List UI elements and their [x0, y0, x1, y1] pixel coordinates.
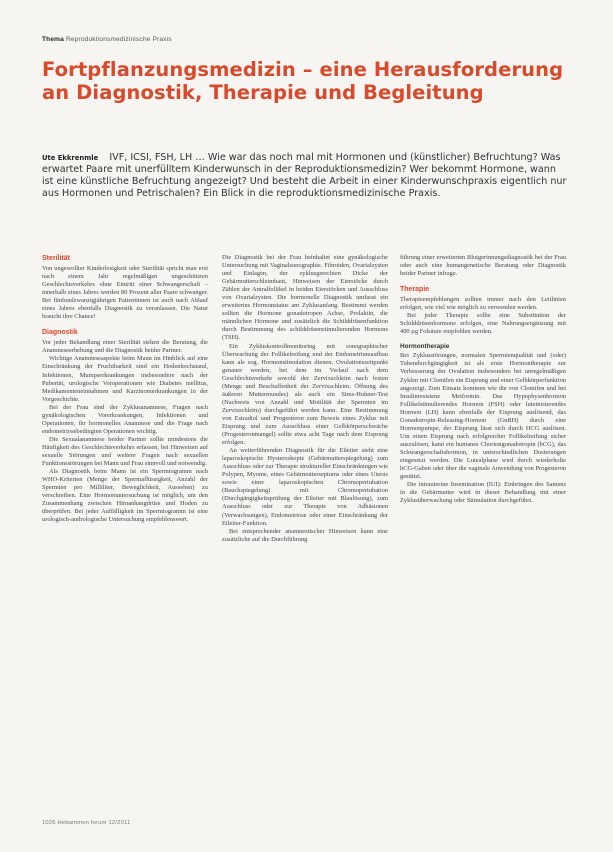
- article-lead: [42, 152, 570, 200]
- page-footer: 1026 Hebammen forum 12/2011: [42, 820, 131, 826]
- paragraph: An weiterführenden Diagnostik für die Eileiter steht eine laparoskopische Hysteroskopie (Gebärmutterspiegelung) zum Ausschluss oder zur Therapie struktureller Einschränkungen wie Polypen, Myome, eines Gebärmutterseptums oder eines Uterus sowie einer laparoskopischen Chromopertubation (Bauchspiegelung) mit Chromopertubation (Durchgängigkeitsprüfung der Eileiter mit Blaulösung), zum Ausschluss oder zur Therapie von Adhäsionen (Verwachsungen), Endometriose oder einer Einschränkung der Eileiter-Funktion.: [222, 447, 388, 527]
- paragraph: Ein Zykluskontrollmonitoring mit sonographischer Überwachung der Follikelreifung und der Endometriumaufbau kann als sog. Hormonstimulation dienen. Ovulationszeitpunkt genauer werden, bei dem im Verlauf nach dem Geschlechtsverkehr sowohl der Zervixschleim nach festen (Menge und Beschaffenheit der Zervixschleim. Öffnung des äußeren Muttermundes) als auch ein Sims-Huhner-Test (Nachweis von Anzahl und Motilität der Spermien im Zervixschleim) durchgeführt werden kann. Eine Bestimmung von Estradiol und Progesteron zum Beweis eines Zyklus mit Eisprung und zum Ausschluss einer Gelbkörperschwäche (Progesteronmangel) sollte etwa acht Tage nach dem Eisprung erfolgen.: [222, 342, 388, 447]
- paragraph: Bei der Frau sind der Zyklusanamnese, Fragen nach gynäkologischen Vorerkrankungen, Infektionen und Operationen, ihr hormonelles Anamnese und die Frage nach endometriosebedingten Operationen wichtig.: [42, 403, 208, 435]
- section-label: Thema: [42, 36, 64, 43]
- heading-therapie: Therapie: [400, 286, 430, 294]
- paragraph: Bei entsprechender anamnestischer Hinweisen kann eine zusätzliche auf die Durchführung: [222, 527, 388, 543]
- paragraph: Die Sexualanamnese beider Partner sollte mindestens die Häufigkeit des Geschlechtsverkehrs erfassen, bei Hinweisen auf sexuelle Störungen und weitere Fragen nach sexuellen Funktionsstörungen bei Mann und Frau sinnvoll und notwendig.: [42, 435, 208, 468]
- paragraph: Die Diagnostik bei der Frau beinhaltet eine gynäkologische Untersuchung mit Vaginalsonographie. Fibroiden, Ovarialzysten und Einlagen, der zyklusgerechten Dicke der Gebärmutterschleimhaut, Hinweisen der Eierstöcke durch Zählen der Antralfollikel in beiden Eierstöcken und Ausschluss von Ovarialzysten. Die hormonelle Diagnostik umfasst ein erweitertes Hormonstatus am Zyklusanfang. Bestimmt werden sollten die Hormone gonadotropen Achse, Prolaktin, die männlichen Hormone und zusätzlich die Schilddrüsenfunktion durch Bestimmung des schilddrüsenstimulierenden Hormons (TSH).: [222, 254, 388, 342]
- article-title: [42, 58, 582, 104]
- section-subtitle: Reproduktionsmedizinische Praxis: [65, 36, 172, 43]
- paragraph: führung einer erweiterten Blutgerinnungsdiagnostik bei der Frau oder auch eine humangenetische Beratung oder Diagnostik beider Partner infrage.: [400, 254, 566, 278]
- paragraph: Wichtige Anamneseaspekte beim Mann im Hinblick auf eine Einschränkung der Fruchtbarkeit sind ein Hodenhochstand, Infektionen, Mumpserkrankungen insbesondere nach der Pubertät, urologische Voroperationen wie Diabetes mellitus, Medikamenteneinnahmen und Karzinomerkrankungen in der Vorgeschichte.: [42, 355, 208, 403]
- lead-text: IVF, ICSI, FSH, LH … Wie war das noch mal mit Hormonen und (künstlicher) Befruchtung? Was erwartet Paare mit unerfülltem Kinderwunsch in der Reproduktionsmedizin? Wer bekommt Hormone, wann ist eine künstliche Befruchtung angezeigt? Und besteht die Arbeit in einer Kinderwunschpraxis eigentlich nur aus Hormonen und Petrischalen? Ein Blick in die reproduktionsmedizinische Praxis.: [42, 152, 567, 199]
- paragraph: Vor jeder Behandlung einer Sterilität stehen die Beratung, die Anamneseerhebung und die Diagnostik beider Partner.: [42, 339, 208, 355]
- article-title-line2: an Diagnostik, Therapie und Begleitung: [42, 81, 484, 104]
- heading-sterilitaet: Sterilität: [42, 255, 71, 262]
- paragraph: Als Diagnostik beim Mann ist ein Spermiogramm nach WHO-Kriterien (Menge der Spermaflüssigkeit, Anzahl der Spermien pro Milliliter, Beweglichkeit, Aussehen) zu verschreiben. Eine Hormonuntersuchung ist möglich, um den Zusammenhang zwischen Hirnanhangdrüse und Hoden zu überprüfen. Bei jeder Auffälligkeit im Spermiogramm ist eine urologisch-andrologische Untersuchung empfehlenswert.: [42, 468, 208, 524]
- author-name: Ute Ekkrenmle: [42, 154, 99, 162]
- article-title-line1: Fortpflanzungsmedizin – eine Herausforderung: [42, 58, 564, 81]
- paragraph: Von ungewollter Kinderlosigkeit oder Sterilität spricht man erst nach einem Jahr regelmäßigen ungeschützten Geschlechtsverkehrs ohne Eintritt einer Schwangerschaft – innerhalb eines Jahres werden 80 Prozent aller Paare schwanger. Bei fünfundzwanzigjährigen Patientinnen ist auch nach Ablauf eines Jahres ebenfalls Diagnostik zu veranlassen. Die Natur braucht ihre Chance!: [42, 265, 208, 321]
- heading-diagnostik: Diagnostik: [42, 329, 78, 337]
- heading-hormontherapie: Hormontherapie: [400, 343, 450, 351]
- text-column-3: [400, 254, 566, 505]
- text-column-1: [42, 254, 208, 524]
- text-column-2: [222, 254, 388, 544]
- section-kicker: [42, 36, 172, 43]
- paragraph: Bei Zyklusstörungen, normalen Spermienqualität und (oder) Tubendurchgängigkeit ist als erste Hormontherapie zur Verbesserung der Ovulation insbesondere bei unregelmäßigen Zyklen mit Clomifen ein Eisprung und einer Gelbkörperfunktion angezeigt. Zum Einsatz kommen wie die von Clomifen und bei Insulinresistenz Metformin. Das Hypophysenhormon Follikelstimulierendes Hormon (FSH) oder luteinisierendes Hormon (LH) kann ebenfalls der Eisprung auslösend, das Gonadotropin-Releasing-Hormon (GnRH) durch eine Hormonpumpe, der Eisprung lässt sich durch HCG auslösen. Um einen Eisprung nach erfolgreicher Follikelreifung sicher auszulösen, kann ein humanes Choriongonadotropin (hCG), das Schwangerschaftshormon, in unterschiedlichen Dosierungen eingesetzt werden. Die Lutealphase wird durch wiederholte hCG-Gaben oder über die vaginale Anwendung von Progesteron gestützt.: [400, 352, 566, 481]
- paragraph: Bei jeder Therapie sollte eine Substitution der Schilddrüsenhormone erfolgen, eine Nahrungsergänzung mit 400 µg Folsäure empfohlen werden.: [400, 312, 566, 336]
- paragraph: Therapieempfehlungen sollten immer nach den Leitlinien erfolgen, wie viel wie möglich zu verwenden werden.: [400, 296, 566, 312]
- paragraph: Die intrauterine Insemination (IUI): Einbringen des Samens in die Gebärmutter wird in dieser Behandlung mit einer Zyklusüberwachung oder Stimulation durchgeführt.: [400, 481, 566, 505]
